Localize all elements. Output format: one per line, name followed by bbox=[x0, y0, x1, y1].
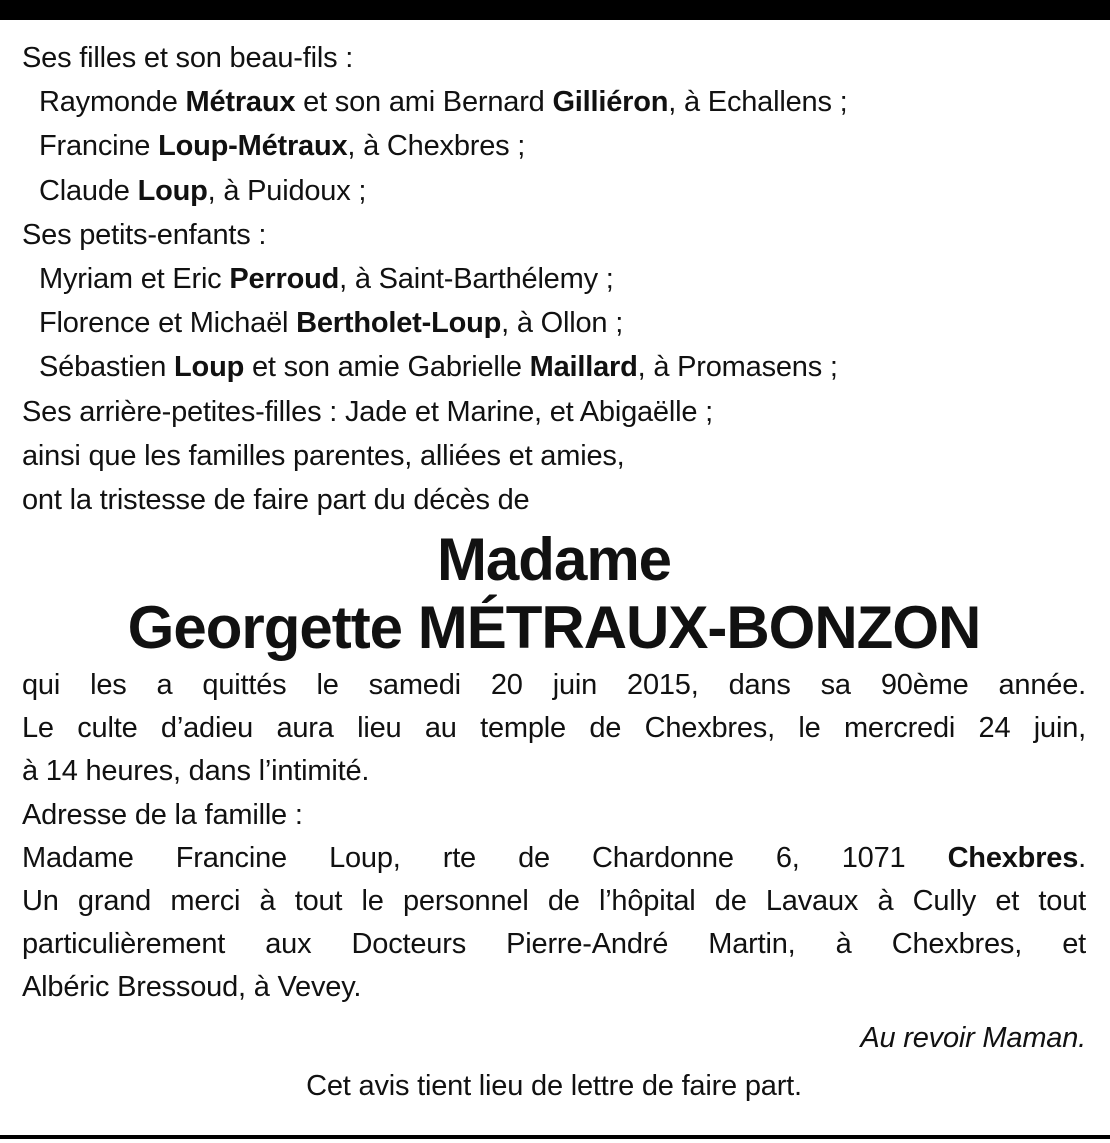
member-first: Claude bbox=[39, 174, 138, 207]
member-first: Myriam et Eric bbox=[39, 262, 230, 295]
member-location: , à Ollon ; bbox=[501, 307, 624, 340]
family-address bbox=[22, 837, 1086, 880]
thanks-line: particulièrement aux Docteurs Pierre-André Martin, à Chexbres, et bbox=[22, 928, 1086, 961]
thanks-line: Un grand merci à tout le personnel de l’hôpital de Lavaux à Cully et tout bbox=[22, 885, 1086, 917]
member-surname: Bertholet-Loup bbox=[296, 307, 502, 340]
family-member-line bbox=[22, 301, 1086, 345]
member-location: , à Saint-Barthélemy ; bbox=[339, 262, 614, 295]
daughters-heading: Ses filles et son beau-fils : bbox=[22, 42, 354, 74]
member-location: , à Chexbres ; bbox=[347, 130, 526, 163]
death-date-line: qui les a quittés le samedi 20 juin 2015, dans sa 90ème année. bbox=[22, 669, 1086, 702]
deceased-honorific: Madame bbox=[436, 526, 672, 594]
member-first: Sébastien bbox=[39, 351, 175, 384]
member-surname: Loup bbox=[137, 174, 208, 207]
relatives-line: ainsi que les familles parentes, alliées et amies, bbox=[22, 439, 625, 472]
family-member-line bbox=[22, 169, 1086, 213]
family-member-line bbox=[22, 124, 1086, 168]
member-surname: Loup bbox=[174, 351, 245, 384]
address-city: Chexbres bbox=[947, 841, 1079, 874]
great-grandchildren-line: Ses arrière-petites-filles : Jade et Marine, et Abigaëlle ; bbox=[22, 395, 713, 428]
address-end: . bbox=[1078, 841, 1086, 874]
member-location: , à Echallens ; bbox=[668, 86, 848, 119]
family-member-line bbox=[22, 345, 1086, 389]
member-surname: Perroud bbox=[229, 262, 340, 295]
grandchildren-heading: Ses petits-enfants : bbox=[22, 218, 267, 251]
family-member-line bbox=[22, 80, 1086, 124]
member-surname: Gilliéron bbox=[552, 86, 669, 119]
member-middle: et son ami Bernard bbox=[295, 86, 553, 119]
deceased-name: Georgette MÉTRAUX-BONZON bbox=[127, 594, 981, 662]
notice-line: Cet avis tient lieu de lettre de faire part. bbox=[306, 1069, 802, 1102]
announcement-line: ont la tristesse de faire part du décès de bbox=[22, 483, 530, 516]
obituary-notice bbox=[22, 36, 1086, 1108]
farewell-line: Au revoir Maman. bbox=[860, 1021, 1086, 1054]
bottom-rule bbox=[0, 1135, 1110, 1139]
member-location: , à Puidoux ; bbox=[207, 174, 367, 207]
member-first: Francine bbox=[39, 130, 159, 163]
funeral-line: Le culte d’adieu aura lieu au temple de Chexbres, le mercredi 24 juin, bbox=[22, 712, 1086, 745]
member-first: Florence et Michaël bbox=[39, 307, 297, 340]
address-text: Madame Francine Loup, rte de Chardonne 6, 1071 bbox=[22, 841, 948, 874]
funeral-time-line: à 14 heures, dans l’intimité. bbox=[22, 755, 370, 788]
thanks-line: Albéric Bressoud, à Vevey. bbox=[22, 971, 362, 1004]
member-surname: Métraux bbox=[185, 86, 296, 119]
address-heading: Adresse de la famille : bbox=[22, 798, 303, 831]
top-rule bbox=[0, 0, 1110, 20]
member-first: Raymonde bbox=[39, 86, 186, 119]
family-member-line bbox=[22, 257, 1086, 301]
member-location: , à Promasens ; bbox=[637, 351, 838, 384]
member-surname: Maillard bbox=[529, 351, 638, 384]
member-surname: Loup-Métraux bbox=[158, 130, 348, 163]
member-middle: et son amie Gabrielle bbox=[244, 351, 530, 384]
